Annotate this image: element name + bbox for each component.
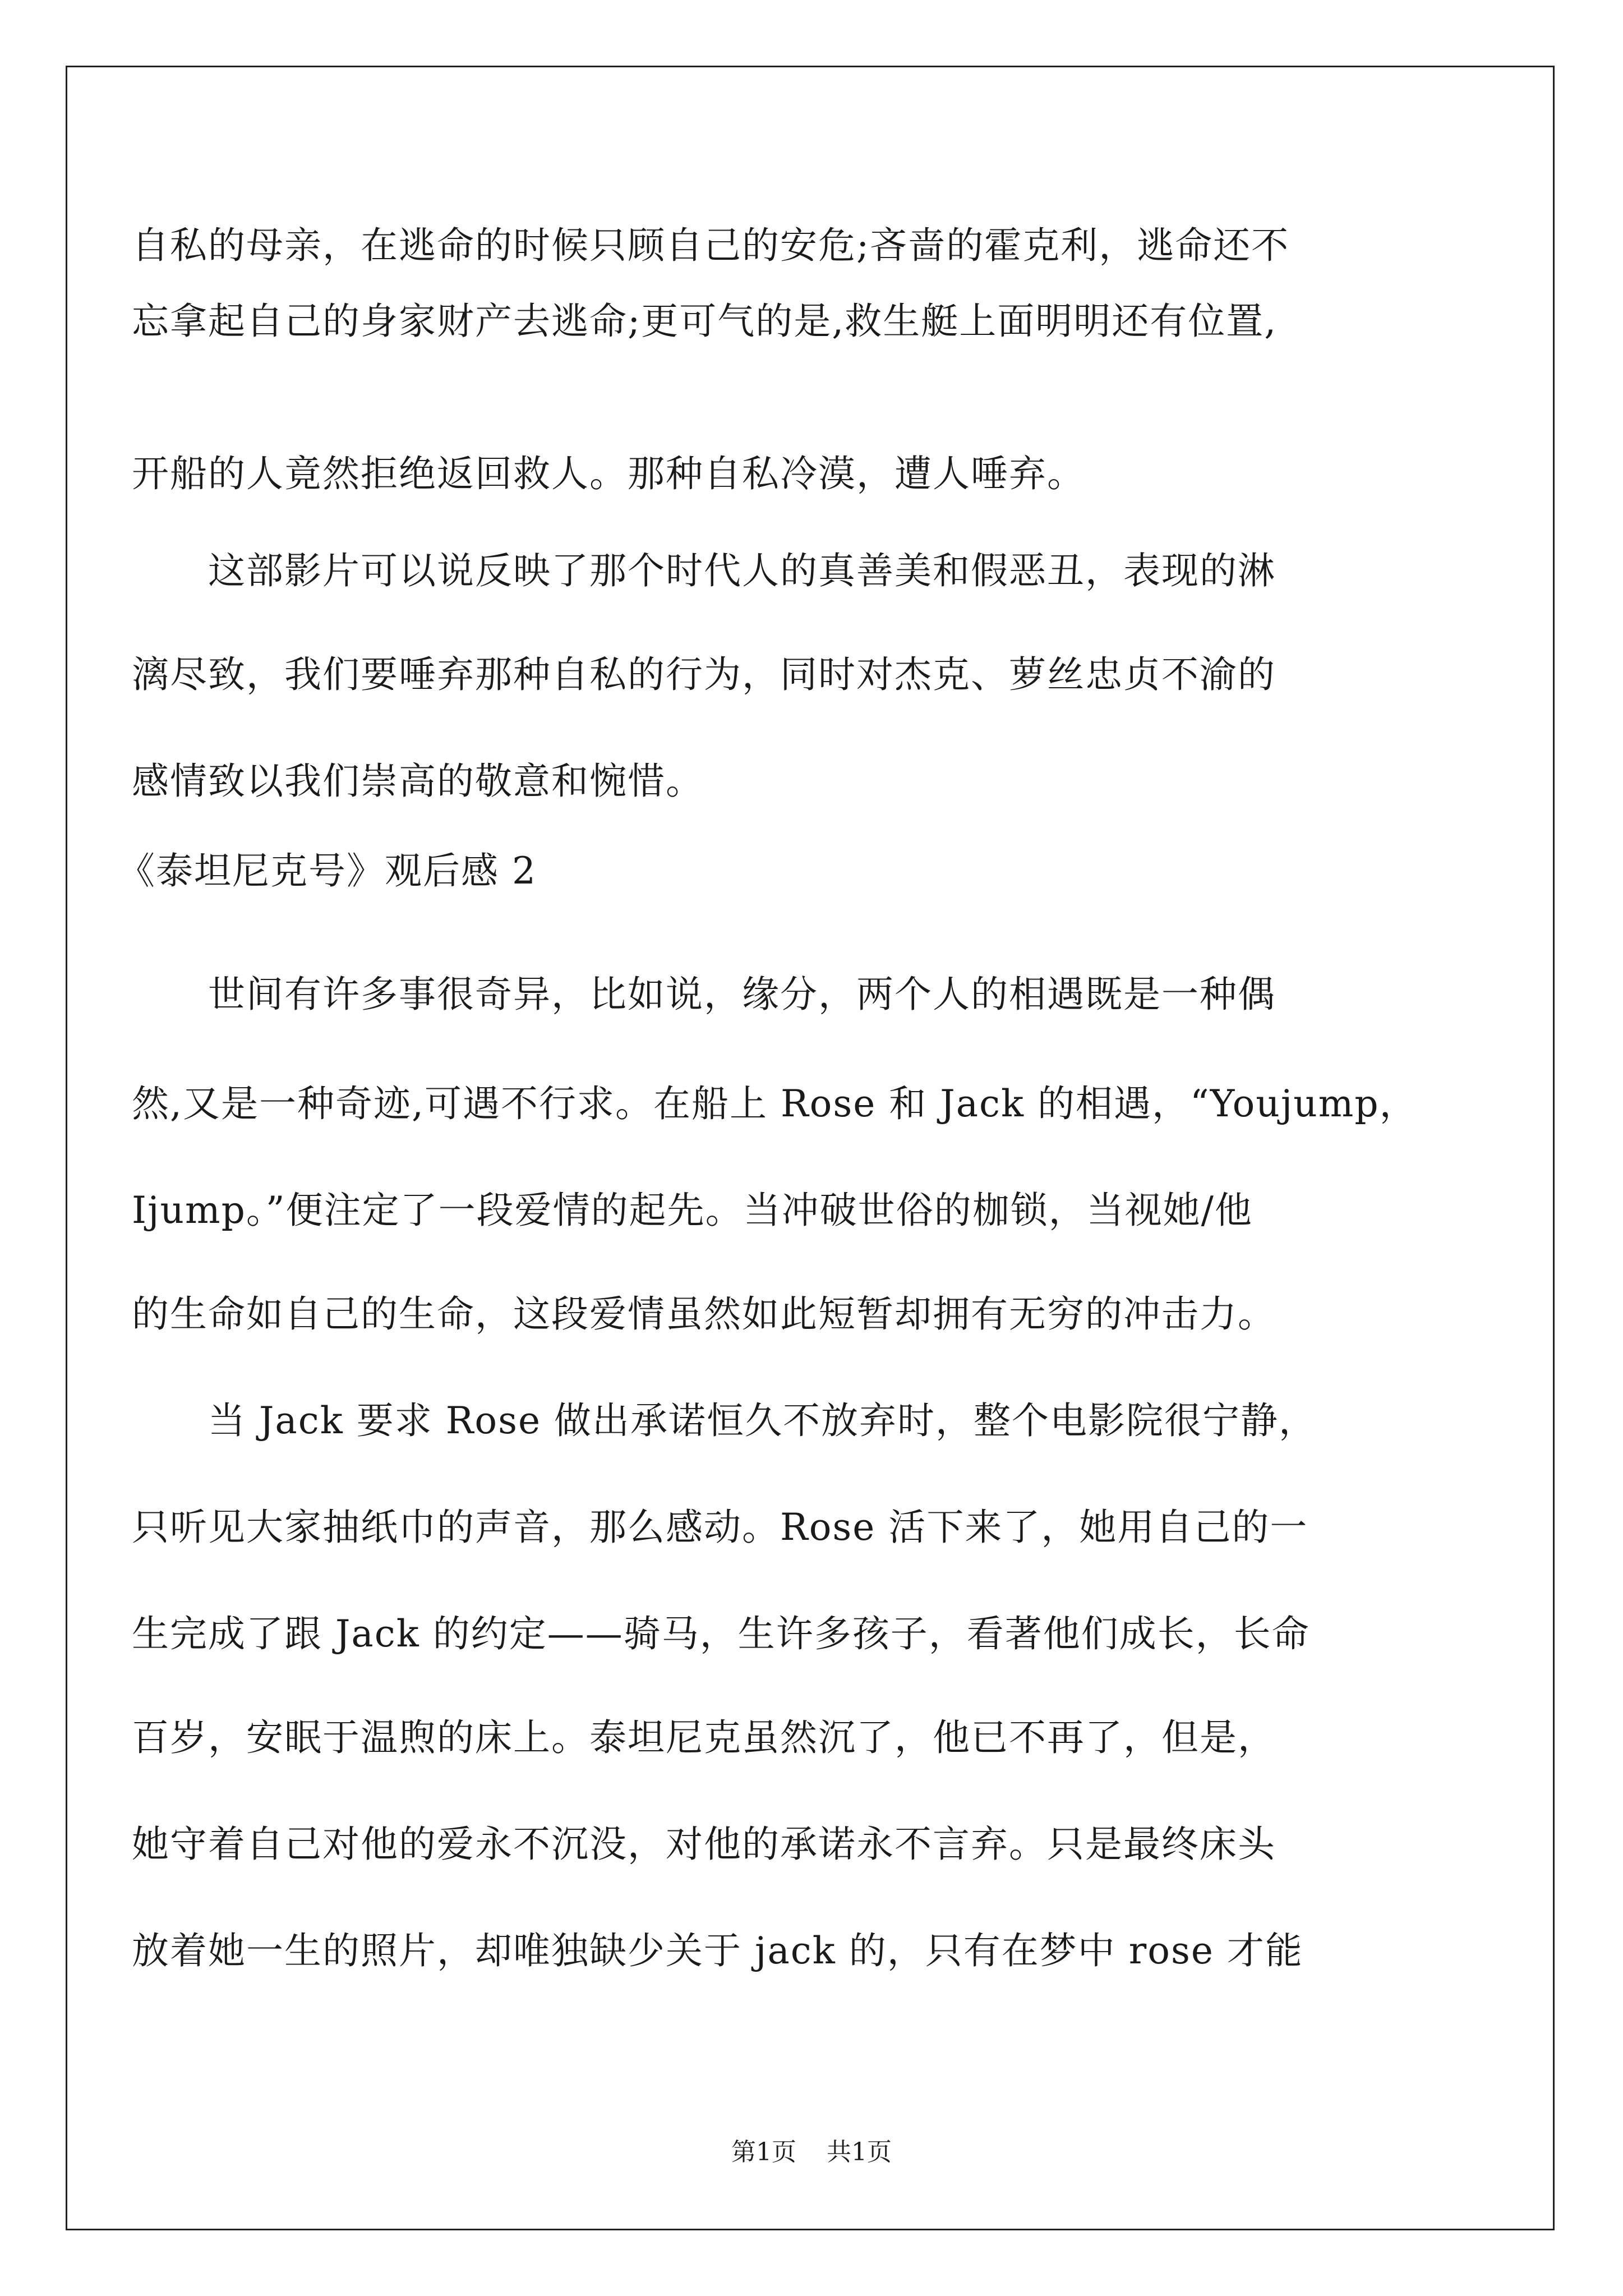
text-line: 放着她一生的照片，却唯独缺少关于 jack 的，只有在梦中 rose 才能	[132, 1929, 1303, 1972]
text-line: 生完成了跟 Jack 的约定——骑马，生许多孩子，看著他们成长，长命	[132, 1612, 1310, 1655]
section-heading: 《泰坦尼克号》观后感 2	[118, 849, 537, 892]
page-border	[66, 66, 1555, 2230]
text-line: 漓尽致，我们要唾弃那种自私的行为，同时对杰克、萝丝忠贞不渝的	[132, 653, 1276, 696]
text-line: 开船的人竟然拒绝返回救人。那种自私冷漠，遭人唾弃。	[132, 452, 1085, 495]
page-number-total: 共1页	[827, 2138, 892, 2166]
text-line: 然,又是一种奇迹,可遇不行求。在船上 Rose 和 Jack 的相遇，“Youjump，	[132, 1082, 1418, 1125]
text-line: 世间有许多事很奇异，比如说，缘分，两个人的相遇既是一种偶	[132, 973, 1276, 1016]
text-line: Ijump。”便注定了一段爱情的起先。当冲破世俗的枷锁，当视她/他	[132, 1189, 1253, 1232]
text-line: 这部影片可以说反映了那个时代人的真善美和假恶丑，表现的淋	[132, 549, 1276, 592]
page-footer	[0, 2132, 1623, 2168]
text-line: 她守着自己对他的爱永不沉没，对他的承诺永不言弃。只是最终床头	[132, 1823, 1276, 1866]
text-line: 只听见大家抽纸巾的声音，那么感动。Rose 活下来了，她用自己的一	[132, 1506, 1308, 1549]
text-line: 百岁，安眠于温煦的床上。泰坦尼克虽然沉了，他已不再了，但是，	[132, 1716, 1276, 1759]
text-line: 感情致以我们崇高的敬意和惋惜。	[132, 760, 704, 803]
text-line: 忘拿起自己的身家财产去逃命;更可气的是,救生艇上面明明还有位置,	[132, 300, 1278, 343]
text-line: 的生命如自己的生命，这段爱情虽然如此短暂却拥有无穷的冲击力。	[132, 1292, 1276, 1336]
text-line: 当 Jack 要求 Rose 做出承诺恒久不放弃时，整个电影院很宁静，	[132, 1399, 1317, 1442]
page-number-current: 第1页	[731, 2138, 796, 2166]
text-line: 自私的母亲，在逃命的时候只顾自己的安危;吝啬的霍克利，逃命还不	[132, 224, 1290, 267]
